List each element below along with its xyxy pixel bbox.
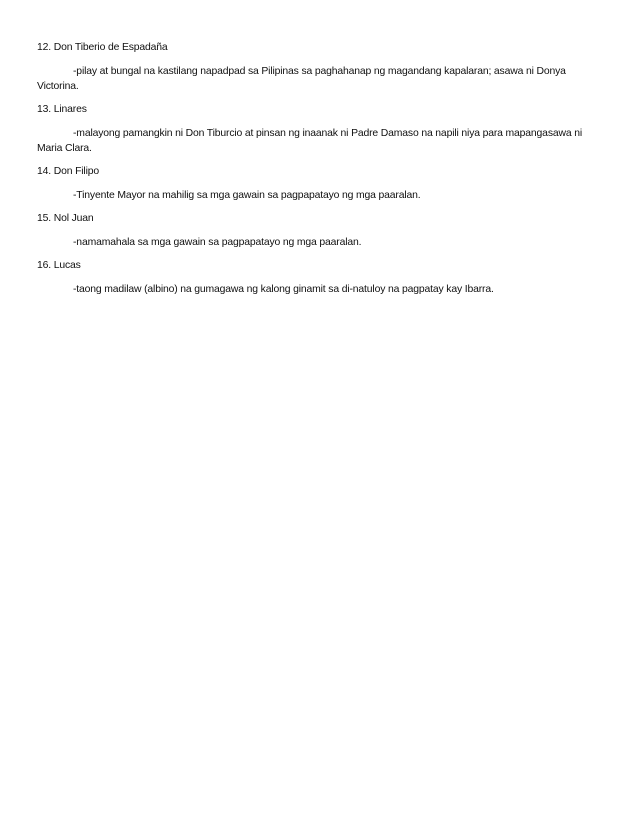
entry-title: 16. Lucas	[37, 260, 81, 271]
character-entry-nol-juan	[37, 211, 597, 250]
character-entry-linares	[37, 102, 597, 156]
entry-title: 12. Don Tiberio de Espadaña	[37, 42, 168, 53]
character-list	[37, 40, 597, 305]
entry-title: 13. Linares	[37, 104, 87, 115]
character-entry-tiberio	[37, 40, 597, 94]
entry-description: -namamahala sa mga gawain sa pagpapatayo ng mga paaralan.	[73, 237, 362, 248]
entry-description: -pilay at bungal na kastilang napadpad sa Pilipinas sa paghahanap ng magandang kapalaran; asawa ni Donya Victorina.	[37, 66, 566, 92]
entry-description: -malayong pamangkin ni Don Tiburcio at pinsan ng inaanak ni Padre Damaso na napili niya para mapangasawa ni Maria Clara.	[37, 128, 582, 154]
character-entry-filipo	[37, 164, 597, 203]
character-entry-lucas	[37, 258, 597, 297]
entry-title: 15. Nol Juan	[37, 213, 94, 224]
entry-title: 14. Don Filipo	[37, 166, 100, 177]
entry-description: -taong madilaw (albino) na gumagawa ng kalong ginamit sa di-natuloy na pagpatay kay Ibarra.	[73, 284, 494, 295]
entry-description: -Tinyente Mayor na mahilig sa mga gawain sa pagpapatayo ng mga paaralan.	[73, 190, 421, 201]
